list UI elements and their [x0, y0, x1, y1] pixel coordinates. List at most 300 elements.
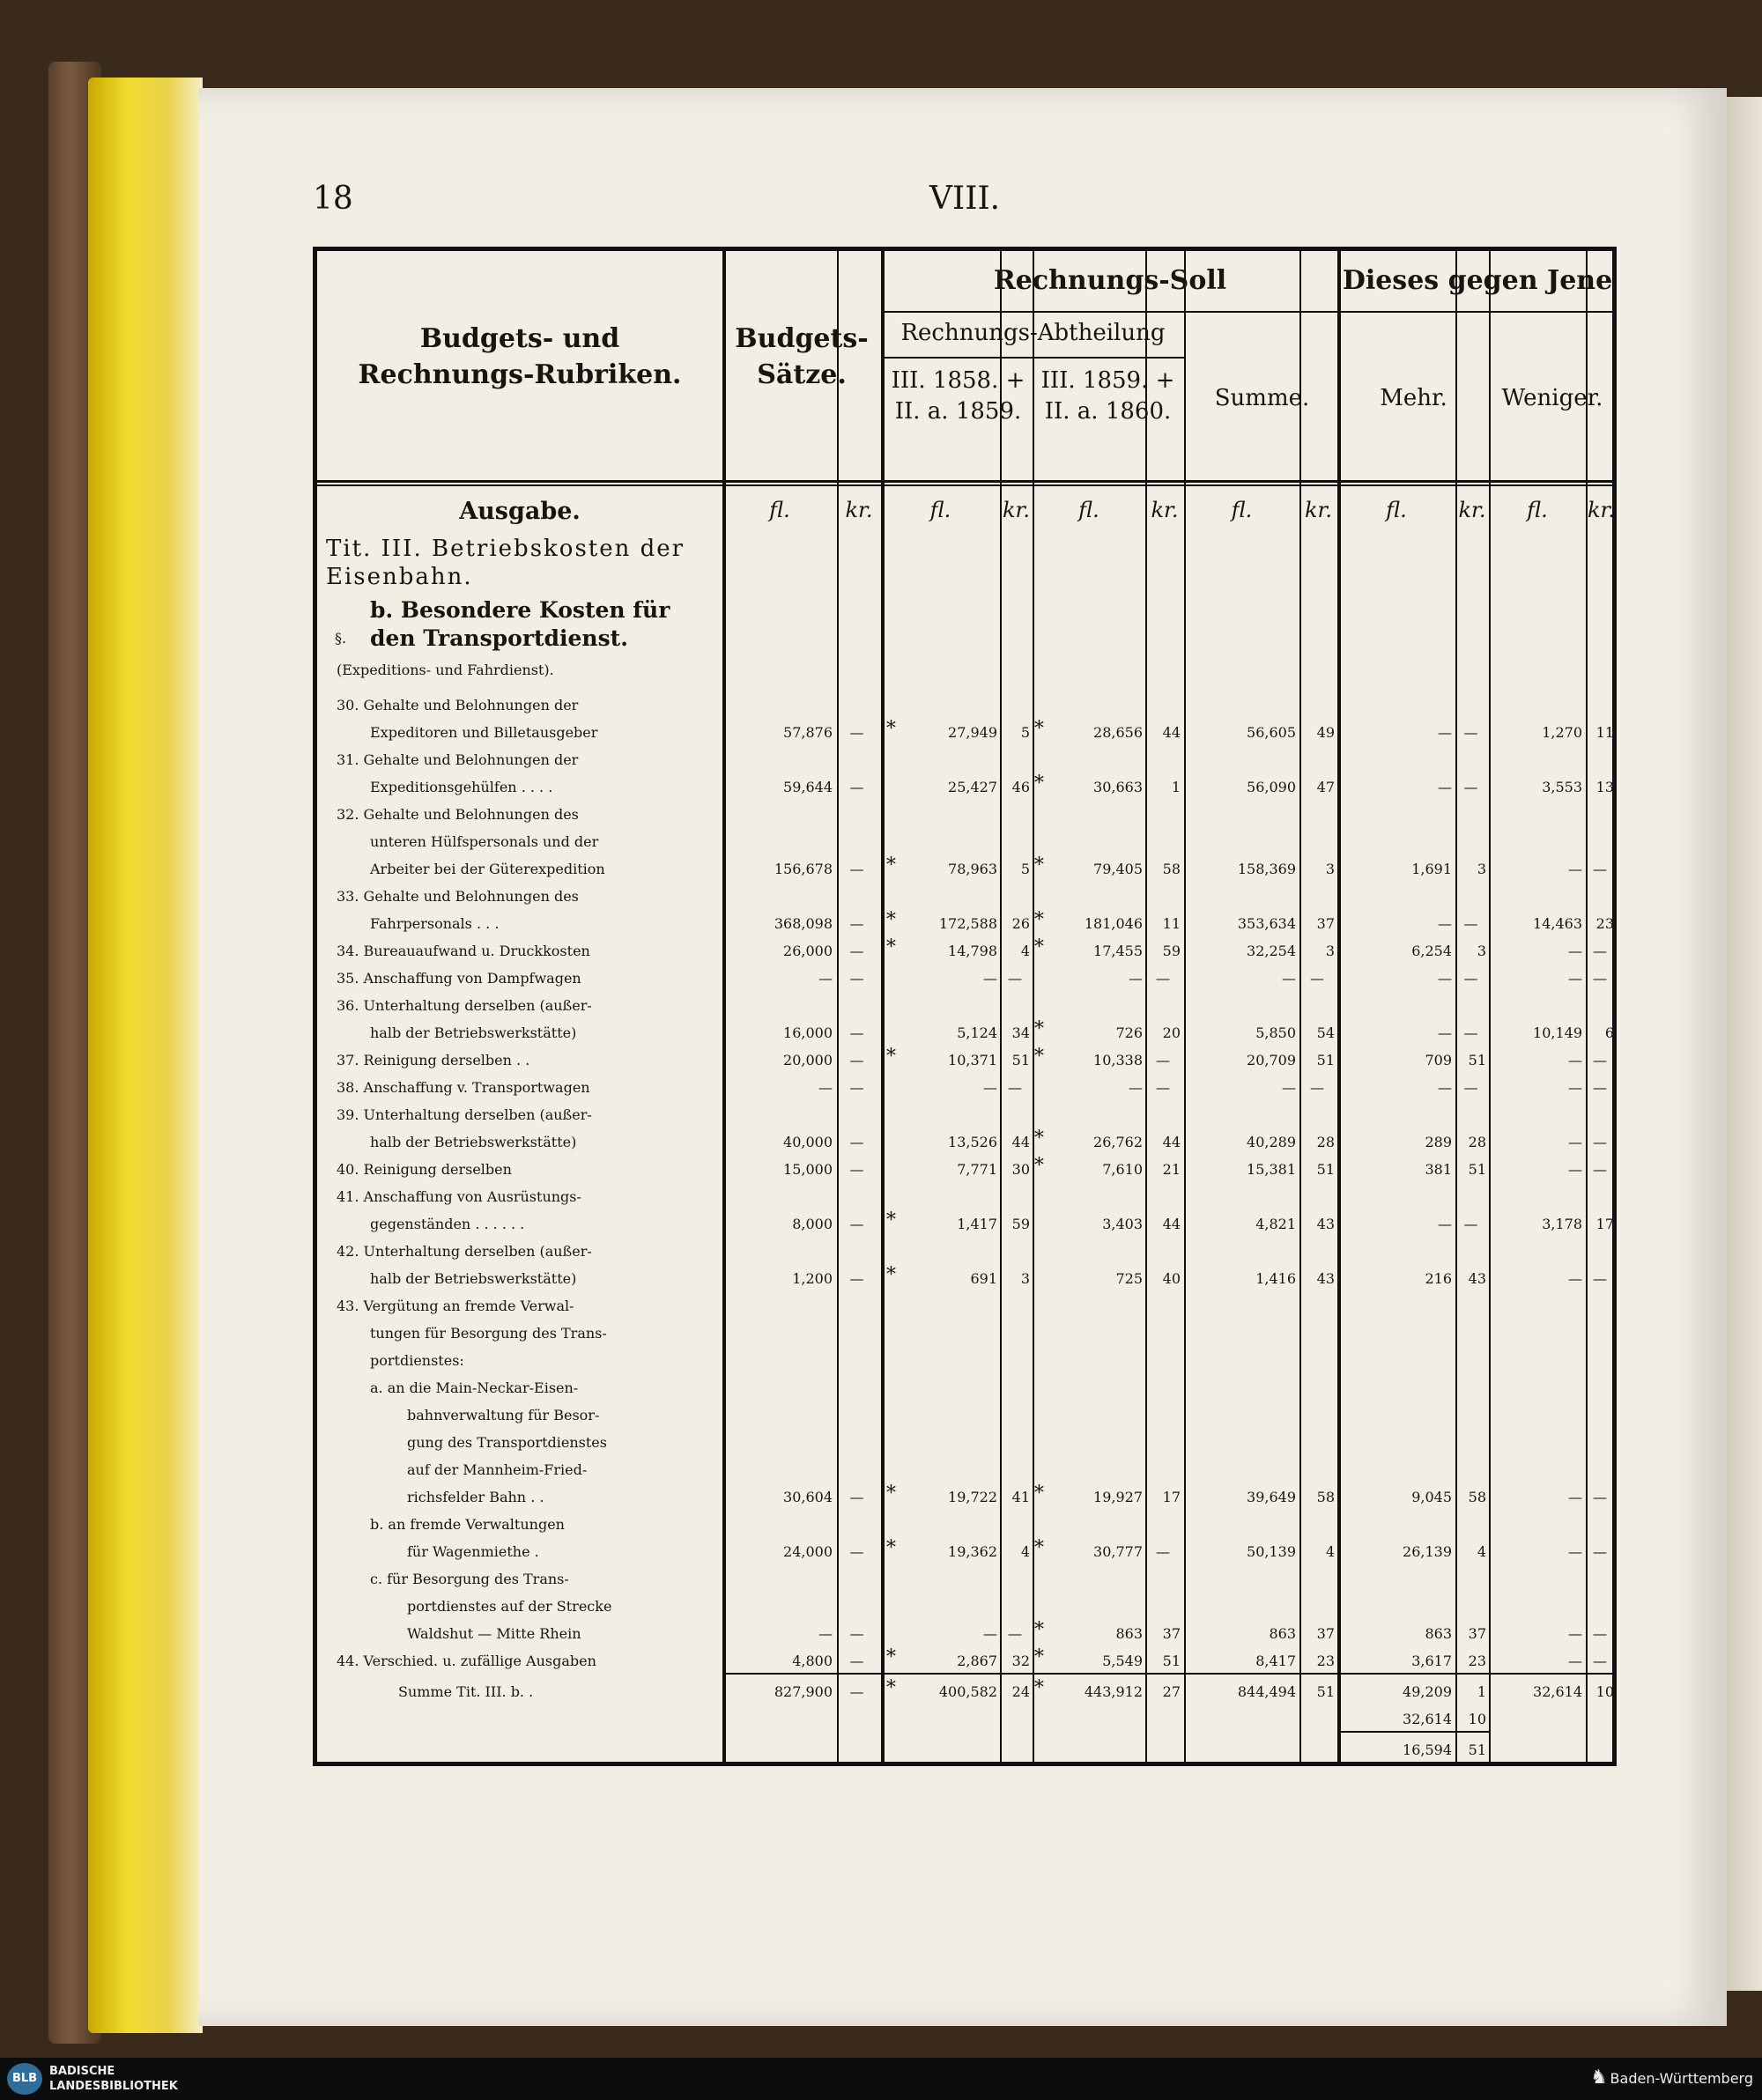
asterisk-mark: * [886, 909, 896, 931]
cell-ck: — [1156, 970, 1170, 987]
cell-mk: 43 [1468, 1270, 1486, 1287]
asterisk-mark: * [886, 936, 896, 958]
row-label: halb der Betriebswerkstätte) [370, 1024, 577, 1041]
cell-c: 10,338 [1093, 1052, 1143, 1068]
header-dieses-gegen-jene: Dieses gegen Jene [1342, 265, 1613, 296]
cell-w: — [1568, 1079, 1582, 1096]
cell-m: 49,209 [1403, 1683, 1452, 1700]
row-label: 37. Reinigung derselben . . [337, 1052, 530, 1068]
cell-a: 400,582 [938, 1683, 997, 1700]
cell-c: 5,549 [1102, 1653, 1143, 1669]
cell-bk: — [849, 1625, 864, 1642]
cell-bk: — [849, 1683, 864, 1700]
cell-w: — [1568, 970, 1582, 987]
cell-w: 10,149 [1533, 1024, 1582, 1041]
cell-w: — [1568, 1270, 1582, 1287]
header-summe: Summe. [1214, 385, 1310, 411]
cell-ak: — [1008, 1079, 1022, 1096]
row-label: 36. Unterhaltung derselben (außer- [337, 997, 592, 1014]
cell-sk: 47 [1316, 779, 1335, 795]
cell-s: 40,289 [1247, 1134, 1296, 1150]
cell-sk: 43 [1316, 1270, 1335, 1287]
cell-w: 3,178 [1542, 1216, 1582, 1232]
cell-a: 78,963 [948, 861, 997, 877]
cell-m: — [1438, 724, 1452, 741]
cell-wk: — [1593, 1625, 1607, 1642]
row-label: 38. Anschaffung v. Transportwagen [337, 1079, 590, 1096]
cell-mk: — [1463, 1024, 1478, 1041]
cell-b: 20,000 [783, 1052, 833, 1068]
cell-ak: 26 [1011, 915, 1030, 932]
cell-w: — [1568, 943, 1582, 959]
cell-mk: 58 [1468, 1489, 1486, 1505]
cell-m: — [1438, 1216, 1452, 1232]
cell-b: 40,000 [783, 1134, 833, 1150]
cell-m: 381 [1425, 1161, 1452, 1178]
cell-sk: 43 [1316, 1216, 1335, 1232]
cell-c: 26,762 [1093, 1134, 1143, 1150]
cell-bk: — [849, 1024, 864, 1041]
cell-mk: 10 [1468, 1711, 1486, 1727]
cell-bk: — [849, 970, 864, 987]
unit-fl: fl. [1527, 498, 1548, 522]
cell-ck: 37 [1162, 1625, 1181, 1642]
cell-ak: 59 [1011, 1216, 1030, 1232]
cell-sk: 28 [1316, 1134, 1335, 1150]
cell-wk: — [1593, 1270, 1607, 1287]
cell-ck: 17 [1162, 1489, 1181, 1505]
cell-ck: 44 [1162, 724, 1181, 741]
asterisk-mark: * [1034, 1619, 1044, 1641]
cell-a: 10,371 [948, 1052, 997, 1068]
cell-s: 56,090 [1247, 779, 1296, 795]
asterisk-mark: * [886, 1046, 896, 1068]
row-label: Expeditionsgehülfen . . . . [370, 779, 553, 795]
cell-ak: 30 [1011, 1161, 1030, 1178]
cell-wk: — [1593, 1079, 1607, 1096]
cell-b: — [818, 970, 833, 987]
asterisk-mark: * [1034, 1537, 1044, 1559]
row-label: halb der Betriebswerkstätte) [370, 1134, 577, 1150]
cell-c: 28,656 [1093, 724, 1143, 741]
cell-bk: — [849, 779, 864, 795]
cell-mk: 23 [1468, 1653, 1486, 1669]
unit-kr: kr. [1151, 498, 1179, 522]
asterisk-mark: * [1034, 1646, 1044, 1668]
cell-w: — [1568, 1653, 1582, 1669]
cell-m: 709 [1425, 1052, 1452, 1068]
cell-ak: 4 [1020, 1543, 1030, 1560]
cell-m: 863 [1425, 1625, 1452, 1642]
cell-b: 57,876 [783, 724, 833, 741]
cell-w: 3,553 [1542, 779, 1582, 795]
cell-sk: 51 [1316, 1161, 1335, 1178]
cell-sk: 3 [1325, 861, 1335, 877]
cell-m: 32,614 [1403, 1711, 1452, 1727]
cell-wk: 23 [1595, 915, 1614, 932]
cell-wk: — [1593, 1489, 1607, 1505]
cell-ak: 32 [1011, 1653, 1030, 1669]
row-label: 35. Anschaffung von Dampfwagen [337, 970, 581, 987]
cell-sk: — [1310, 970, 1324, 987]
cell-mk: — [1463, 1079, 1478, 1096]
row-label: 31. Gehalte und Belohnungen der [337, 751, 579, 768]
row-label: b. an fremde Verwaltungen [370, 1516, 565, 1533]
row-label: c. für Besorgung des Trans- [370, 1571, 569, 1587]
cell-c: — [1129, 970, 1143, 987]
asterisk-mark: * [1034, 718, 1044, 740]
page-edges [88, 78, 203, 2033]
cell-w: — [1568, 1161, 1582, 1178]
cell-w: — [1568, 1489, 1582, 1505]
cell-mk: 51 [1468, 1741, 1486, 1758]
cell-s: — [1282, 970, 1296, 987]
asterisk-mark: * [1034, 1677, 1044, 1699]
header-col-b: III. 1859. + II. a. 1860. [1040, 367, 1175, 425]
cell-b: 827,900 [774, 1683, 833, 1700]
cell-a: — [983, 1079, 997, 1096]
asterisk-mark: * [886, 718, 896, 740]
cell-s: — [1282, 1079, 1296, 1096]
cell-s: 5,850 [1255, 1024, 1296, 1041]
cell-wk: — [1593, 1134, 1607, 1150]
cell-w: — [1568, 1134, 1582, 1150]
cell-s: 50,139 [1247, 1543, 1296, 1560]
row-label: Waldshut — Mitte Rhein [407, 1625, 581, 1642]
row-label: halb der Betriebswerkstätte) [370, 1270, 577, 1287]
cell-w: 1,270 [1542, 724, 1582, 741]
cell-wk: — [1593, 1052, 1607, 1068]
cell-ck: 21 [1162, 1161, 1181, 1178]
cell-ak: 5 [1020, 861, 1030, 877]
cell-ak: — [1008, 1625, 1022, 1642]
cell-b: 26,000 [783, 943, 833, 959]
section-sub: (Expeditions- und Fahrdienst). [337, 662, 554, 678]
cell-mk: 37 [1468, 1625, 1486, 1642]
cell-ak: 34 [1011, 1024, 1030, 1041]
cell-sk: 37 [1316, 1625, 1335, 1642]
asterisk-mark: * [1034, 1483, 1044, 1505]
row-label: tungen für Besorgung des Trans- [370, 1325, 607, 1342]
cell-s: 4,821 [1255, 1216, 1296, 1232]
cell-sk: 3 [1325, 943, 1335, 959]
cell-w: 32,614 [1533, 1683, 1582, 1700]
cell-bk: — [849, 1543, 864, 1560]
cell-b: 368,098 [774, 915, 833, 932]
cell-ak: — [1008, 970, 1022, 987]
cell-m: — [1438, 915, 1452, 932]
unit-fl: fl. [1231, 498, 1253, 522]
cell-s: 353,634 [1237, 915, 1296, 932]
cell-s: 158,369 [1237, 861, 1296, 877]
cell-ck: — [1156, 1079, 1170, 1096]
cell-bk: — [849, 1489, 864, 1505]
cell-w: — [1568, 861, 1582, 877]
header-mehr: Mehr. [1380, 385, 1447, 411]
cell-m: 289 [1425, 1134, 1452, 1150]
header-abtheilung: Rechnungs-Abtheilung [900, 320, 1166, 346]
cell-sk: 54 [1316, 1024, 1335, 1041]
cell-sk: 51 [1316, 1683, 1335, 1700]
header-budgets: Budgets-Sätze. [735, 323, 869, 390]
cell-mk: — [1463, 970, 1478, 987]
row-label: 42. Unterhaltung derselben (außer- [337, 1243, 592, 1260]
asterisk-mark: * [886, 1537, 896, 1559]
unit-fl: fl. [1386, 498, 1407, 522]
cell-sk: 49 [1316, 724, 1335, 741]
asterisk-mark: * [886, 1264, 896, 1286]
cell-wk: — [1593, 861, 1607, 877]
header-weniger: Weniger. [1501, 385, 1603, 411]
ledger-table [313, 247, 1617, 1766]
cell-sk: 4 [1325, 1543, 1335, 1560]
asterisk-mark: * [886, 1209, 896, 1231]
unit-kr: kr. [1304, 498, 1332, 522]
row-label: richsfelder Bahn . . [407, 1489, 544, 1505]
cell-c: 7,610 [1102, 1161, 1143, 1178]
row-label: 34. Bureauaufwand u. Druckkosten [337, 943, 590, 959]
unit-kr: kr. [1002, 498, 1030, 522]
cell-wk: 6 [1604, 1024, 1614, 1041]
cell-a: 5,124 [957, 1024, 997, 1041]
asterisk-mark: * [886, 1483, 896, 1505]
cell-m: — [1438, 779, 1452, 795]
row-label: Fahrpersonals . . . [370, 915, 500, 932]
cell-a: 691 [970, 1270, 997, 1287]
tit-heading: Tit. III. Betriebskosten der Eisenbahn. [326, 536, 685, 590]
blb-name [49, 2064, 178, 2094]
blb-line1: BADISCHE [49, 2065, 115, 2078]
cell-wk: 11 [1595, 724, 1614, 741]
unit-kr: kr. [845, 498, 873, 522]
cell-m: 1,691 [1411, 861, 1452, 877]
cell-b: 4,800 [792, 1653, 833, 1669]
blb-line2: LANDESBIBLIOTHEK [49, 2080, 178, 2093]
cell-b: 30,604 [783, 1489, 833, 1505]
blb-logo: BLB [7, 2063, 42, 2095]
asterisk-mark: * [1034, 1046, 1044, 1068]
cell-c: 30,663 [1093, 779, 1143, 795]
cell-s: 844,494 [1237, 1683, 1296, 1700]
header-rechnungs-soll: Rechnungs-Soll [993, 265, 1227, 296]
cell-c: 443,912 [1084, 1683, 1143, 1700]
section-heading: VIII. [929, 181, 1001, 217]
cell-ck: 1 [1171, 779, 1181, 795]
asterisk-mark: * [1034, 773, 1044, 795]
cell-wk: — [1593, 943, 1607, 959]
row-label: unteren Hülfspersonals und der [370, 833, 599, 850]
cell-mk: 51 [1468, 1052, 1486, 1068]
asterisk-mark: * [1034, 1155, 1044, 1177]
cell-bk: — [849, 1653, 864, 1669]
cell-a: 2,867 [957, 1653, 997, 1669]
cell-b: 59,644 [783, 779, 833, 795]
cell-bk: — [849, 1052, 864, 1068]
cell-wk: — [1593, 1543, 1607, 1560]
cell-bk: — [849, 1161, 864, 1178]
bw-lions-icon: ♞ [1590, 2067, 1608, 2089]
cell-c: 725 [1115, 1270, 1143, 1287]
cell-a: 19,722 [948, 1489, 997, 1505]
cell-mk: 1 [1477, 1683, 1486, 1700]
cell-w: — [1568, 1625, 1582, 1642]
cell-c: 726 [1115, 1024, 1143, 1041]
cell-bk: — [849, 1079, 864, 1096]
asterisk-mark: * [886, 1646, 896, 1668]
cell-a: 19,362 [948, 1543, 997, 1560]
cell-s: 1,416 [1255, 1270, 1296, 1287]
cell-s: 39,649 [1247, 1489, 1296, 1505]
asterisk-mark: * [1034, 1018, 1044, 1040]
cell-wk: 17 [1595, 1216, 1614, 1232]
cell-ck: 40 [1162, 1270, 1181, 1287]
bw-name: Baden-Württemberg [1610, 2070, 1753, 2087]
row-label: 44. Verschied. u. zufällige Ausgaben [337, 1653, 596, 1669]
page-number: 18 [313, 181, 353, 217]
cell-w: — [1568, 1052, 1582, 1068]
cell-a: 1,417 [957, 1216, 997, 1232]
cell-m: 3,617 [1411, 1653, 1452, 1669]
cell-ak: 41 [1011, 1489, 1030, 1505]
cell-b: 24,000 [783, 1543, 833, 1560]
cell-ak: 44 [1011, 1134, 1030, 1150]
unit-fl: fl. [929, 498, 951, 522]
cell-a: 13,526 [948, 1134, 997, 1150]
cell-mk: — [1463, 779, 1478, 795]
cell-a: 172,588 [938, 915, 997, 932]
cell-c: — [1129, 1079, 1143, 1096]
cell-m: — [1438, 1079, 1452, 1096]
cell-a: 7,771 [957, 1161, 997, 1178]
cell-b: 156,678 [774, 861, 833, 877]
cell-sk: 58 [1316, 1489, 1335, 1505]
asterisk-mark: * [1034, 1128, 1044, 1150]
cell-a: 14,798 [948, 943, 997, 959]
cell-m: 9,045 [1411, 1489, 1452, 1505]
cell-m: — [1438, 1024, 1452, 1041]
asterisk-mark: * [1034, 854, 1044, 876]
cell-s: 863 [1269, 1625, 1296, 1642]
cell-c: 17,455 [1093, 943, 1143, 959]
cell-s: 20,709 [1247, 1052, 1296, 1068]
cell-a: — [983, 970, 997, 987]
cell-c: 19,927 [1093, 1489, 1143, 1505]
row-label: 40. Reinigung derselben [337, 1161, 512, 1178]
cell-a: 27,949 [948, 724, 997, 741]
row-label: 39. Unterhaltung derselben (außer- [337, 1106, 592, 1123]
row-label: auf der Mannheim-Fried- [407, 1461, 588, 1478]
cell-sk: 51 [1316, 1052, 1335, 1068]
cell-mk: 28 [1468, 1134, 1486, 1150]
cell-b: — [818, 1625, 833, 1642]
unit-fl: fl. [1078, 498, 1099, 522]
cell-mk: 4 [1477, 1543, 1486, 1560]
cell-bk: — [849, 861, 864, 877]
cell-bk: — [849, 1216, 864, 1232]
cell-s: 15,381 [1247, 1161, 1296, 1178]
cell-bk: — [849, 724, 864, 741]
cell-b: 15,000 [783, 1161, 833, 1178]
cell-wk: — [1593, 1161, 1607, 1178]
header-rubriken: Budgets- und Rechnungs-Rubriken. [358, 323, 682, 390]
asterisk-mark: * [1034, 936, 1044, 958]
cell-ck: 44 [1162, 1134, 1181, 1150]
cell-ck: — [1156, 1052, 1170, 1068]
cell-ck: — [1156, 1543, 1170, 1560]
asterisk-mark: * [886, 854, 896, 876]
row-label: 33. Gehalte und Belohnungen des [337, 888, 579, 905]
cell-ck: 11 [1162, 915, 1181, 932]
cell-w: 14,463 [1533, 915, 1582, 932]
row-label: gung des Transportdienstes [407, 1434, 607, 1451]
paragraph-sign: §. [335, 630, 347, 647]
cell-bk: — [849, 915, 864, 932]
cell-mk: 3 [1477, 861, 1486, 877]
cell-mk: 51 [1468, 1161, 1486, 1178]
cell-c: 181,046 [1084, 915, 1143, 932]
cell-s: 32,254 [1247, 943, 1296, 959]
row-label: bahnverwaltung für Besor- [407, 1407, 600, 1423]
cell-m: 16,594 [1403, 1741, 1452, 1758]
cell-ck: 51 [1162, 1653, 1181, 1669]
asterisk-mark: * [886, 1677, 896, 1699]
cell-b: 8,000 [792, 1216, 833, 1232]
section-b-heading: b. Besondere Kosten für den Transportdienst. [370, 597, 670, 651]
cell-m: 26,139 [1403, 1543, 1452, 1560]
row-label: a. an die Main-Neckar-Eisen- [370, 1379, 579, 1396]
cell-w: — [1568, 1543, 1582, 1560]
ausgabe-heading: Ausgabe. [459, 498, 581, 525]
cell-s: 8,417 [1255, 1653, 1296, 1669]
unit-kr: kr. [1587, 498, 1615, 522]
row-label: Expeditoren und Billetausgeber [370, 724, 598, 741]
row-label: portdienstes auf der Strecke [407, 1598, 612, 1615]
cell-ak: 5 [1020, 724, 1030, 741]
cell-b: 16,000 [783, 1024, 833, 1041]
row-label: gegenständen . . . . . . [370, 1216, 525, 1232]
cell-ak: 46 [1011, 779, 1030, 795]
row-label: 41. Anschaffung von Ausrüstungs- [337, 1188, 581, 1205]
cell-sk: 23 [1316, 1653, 1335, 1669]
cell-ak: 3 [1020, 1270, 1030, 1287]
cell-a: 25,427 [948, 779, 997, 795]
cell-wk: 13 [1595, 779, 1614, 795]
cell-m: — [1438, 970, 1452, 987]
cell-wk: — [1593, 970, 1607, 987]
cell-b: — [818, 1079, 833, 1096]
header-col-a: III. 1858. + II. a. 1859. [891, 367, 1025, 425]
cell-sk: 37 [1316, 915, 1335, 932]
footer-bar [0, 2058, 1762, 2100]
cell-wk: — [1593, 1653, 1607, 1669]
cell-mk: — [1463, 724, 1478, 741]
cell-mk: — [1463, 1216, 1478, 1232]
row-label: 32. Gehalte und Belohnungen des [337, 806, 579, 823]
cell-ck: 44 [1162, 1216, 1181, 1232]
row-label: portdienstes: [370, 1352, 464, 1369]
cell-ck: 27 [1162, 1683, 1181, 1700]
cell-m: 6,254 [1411, 943, 1452, 959]
cell-c: 30,777 [1093, 1543, 1143, 1560]
row-label: Arbeiter bei der Güterexpedition [370, 861, 605, 877]
cell-ck: 20 [1162, 1024, 1181, 1041]
cell-ak: 51 [1011, 1052, 1030, 1068]
cell-c: 863 [1115, 1625, 1143, 1642]
cell-ck: 59 [1162, 943, 1181, 959]
asterisk-mark: * [1034, 909, 1044, 931]
cell-wk: 10 [1595, 1683, 1614, 1700]
cell-s: 56,605 [1247, 724, 1296, 741]
